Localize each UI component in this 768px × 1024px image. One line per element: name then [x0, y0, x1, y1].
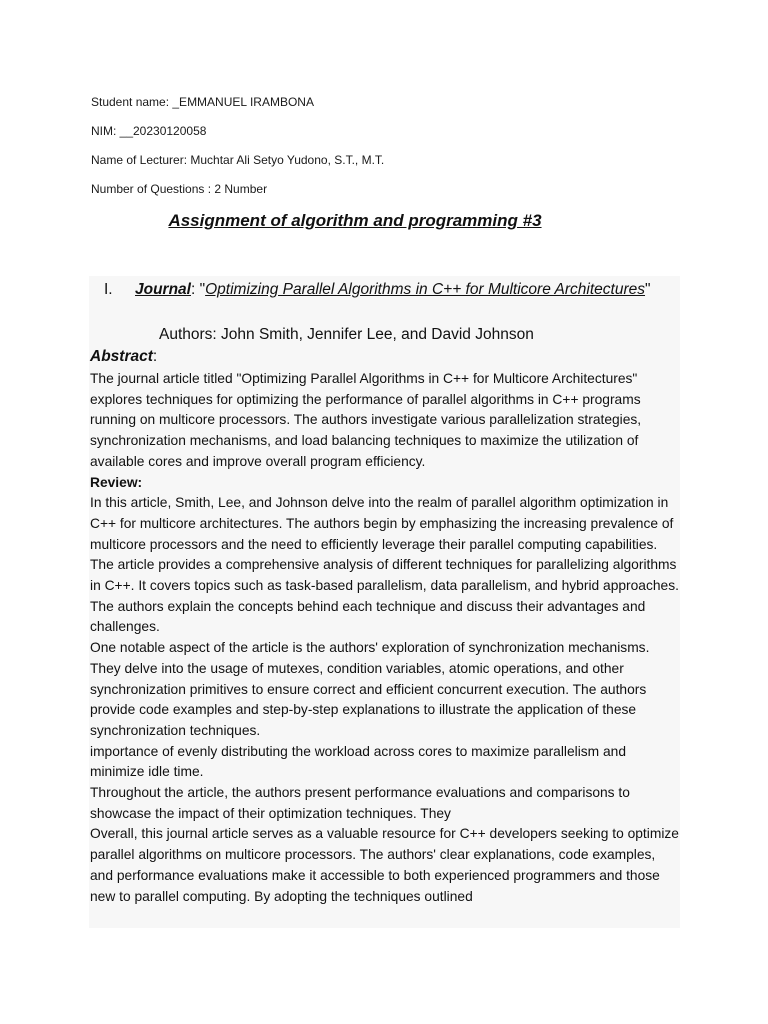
- review-paragraph: One notable aspect of the article is the authors' exploration of synchronization mechanisms. They delve into the usage of mutexes, condition variables, atomic operations, and other synchronization primitives to ensure correct and efficient concurrent execution. The authors provide code examples and step-by-step explanations to illustrate the application of these synchronization techniques.: [90, 640, 650, 738]
- review-heading: Review:: [90, 474, 143, 490]
- journal-title: Optimizing Parallel Algorithms in C++ for Multicore Architectures: [205, 281, 646, 298]
- journal-closing-quote: ": [645, 281, 651, 298]
- document-body: [90, 369, 680, 907]
- review-paragraph: Throughout the article, the authors present performance evaluations and comparisons to showcase the impact of their optimization techniques. They: [90, 785, 630, 821]
- review-paragraph: Overall, this journal article serves as a valuable resource for C++ developers seeking to optimize parallel algorithms on multicore processors. The authors' clear explanations, code examples, and performance evaluations make it accessible to both experienced programmers and those new to parallel computing. By adopting the techniques outlined: [90, 826, 679, 904]
- journal-separator: : ": [190, 281, 206, 298]
- review-paragraph: importance of evenly distributing the workload across cores to maximize parallelism and minimize idle time.: [90, 743, 627, 780]
- student-nim: NIM: __20230120058: [91, 124, 207, 138]
- journal-heading: [104, 279, 664, 301]
- lecturer-name: Name of Lecturer: Muchtar Ali Setyo Yudono, S.T., M.T.: [91, 153, 385, 167]
- assignment-title: Assignment of algorithm and programming #3: [168, 211, 542, 230]
- abstract-label: Abstract: [90, 348, 153, 365]
- list-number: I.: [104, 281, 113, 298]
- review-paragraph: The article provides a comprehensive analysis of different techniques for parallelizing algorithms in C++. It covers topics such as task-based parallelism, data parallelism, and hybrid approaches. The authors explain the concepts behind each technique and discuss their advantages and challenges.: [90, 557, 679, 635]
- abstract-colon: :: [152, 348, 158, 365]
- student-name: Student name: _EMMANUEL IRAMBONA: [91, 95, 314, 109]
- abstract-heading: [90, 346, 157, 368]
- journal-authors: Authors: John Smith, Jennifer Lee, and David Johnson: [159, 326, 534, 343]
- abstract-text: The journal article titled "Optimizing Parallel Algorithms in C++ for Multicore Architectures" explores techniques for optimizing the performance of parallel algorithms in C++ programs running on multicore processors. The authors investigate various parallelization strategies, synchronization mechanisms, and load balancing techniques to maximize the utilization of available cores and improve overall program efficiency.: [90, 371, 642, 469]
- review-paragraph: In this article, Smith, Lee, and Johnson delve into the realm of parallel algorithm optimization in C++ for multicore architectures. The authors begin by emphasizing the increasing prevalence of multicore processors and the need to efficiently leverage their parallel computing capabilities.: [90, 495, 674, 552]
- journal-label: Journal: [135, 281, 191, 298]
- number-of-questions: Number of Questions : 2 Number: [91, 182, 268, 196]
